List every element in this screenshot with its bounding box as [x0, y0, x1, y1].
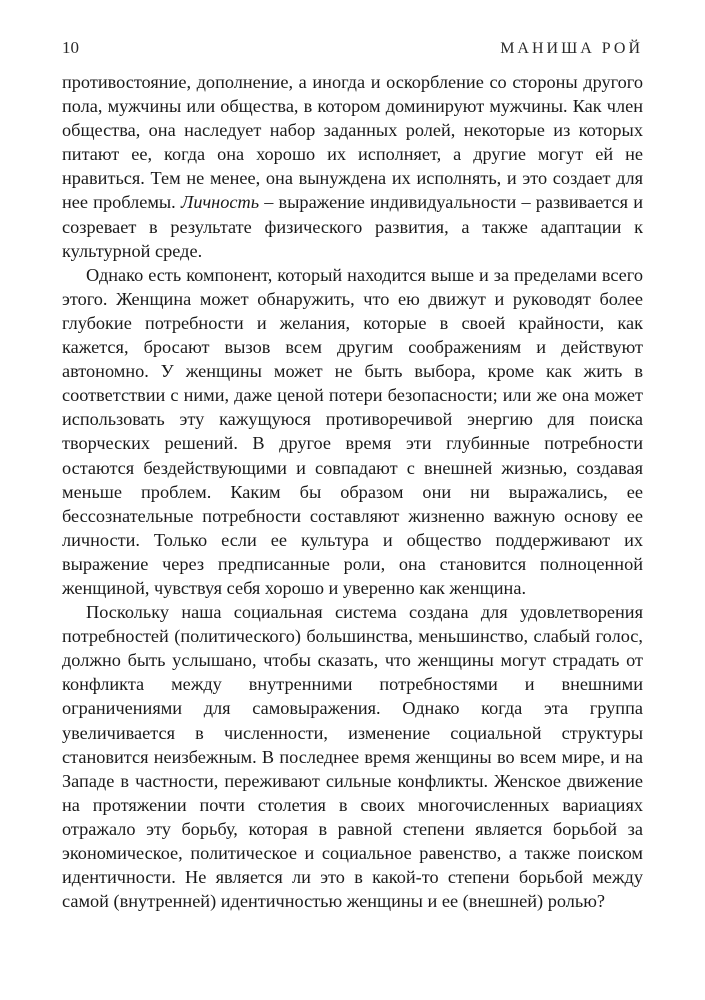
paragraph-2: Однако есть компонент, который находится выше и за пределами всего этого. Женщина может обнаружить, что ею движут и руководят более глубокие потребности и желания, которые в своей крайности, как кажется, бросают вызов всем другим соображениям и действуют автономно. У женщины может не быть выбора, кроме как жить в соответствии с ними, даже ценой потери безопасности; или же она может использовать эту кажущуюся противоречивой энергию для поиска творческих решений. В другое время эти глубинные потребности остаются бездействующими и совпадают с внешней жизнью, создавая меньше проблем. Каким бы образом они ни выражались, ее бессознательные потребности составляют жизненно важную основу ее личности. Только если ее культура и общество поддерживают их выражение через предписанные роли, она становится полноценной женщиной, чувствуя себя хорошо и уверенно как женщина.: [62, 264, 643, 598]
paragraph-1-text-a: противостояние, дополнение, а иногда и оскорбление со стороны другого пола, мужчины или общества, в котором доминируют мужчины. Как член общества, она наследует набор заданных ролей, некоторые из которых питают ее, когда она хорошо их исполняет, а другие могут ей не нравиться. Тем не менее, она вынуждена их исполнять, и это создает для нее проблемы.: [62, 72, 643, 213]
body-text: [62, 70, 643, 913]
paragraph-3: Поскольку наша социальная система создана для удовлетворения потребностей (политического) большинства, меньшинство, слабый голос, должно быть услышано, чтобы сказать, что женщины могут страдать от конфликта между внутренними потребностями и внешними ограничениями для самовыражения. Однако когда эта группа увеличивается в численности, изменение социальной структуры становится неизбежным. В последнее время женщины во всем мире, и на Западе в частности, переживают сильные конфликты. Женское движение на протяжении почти столетия в своих многочисленных вариациях отражало эту борьбу, которая в равной степени является борьбой за экономическое, политическое и социальное равенство, а также поиском идентичности. Не является ли это в какой-то степени борьбой между самой (внутренней) идентичностью женщины и ее (внешней) ролью?: [62, 602, 643, 912]
paragraph-1: [62, 70, 643, 263]
paragraph-1-italic-term: Личность: [180, 192, 260, 213]
running-title: МАНИША РОЙ: [500, 40, 643, 57]
page-number: 10: [62, 38, 79, 57]
running-header: [62, 38, 643, 62]
paragraph-1-text-b: – выражение индивидуальности – развивается и созревает в результате физического развития, а также адаптации к культурной среде.: [62, 192, 643, 261]
